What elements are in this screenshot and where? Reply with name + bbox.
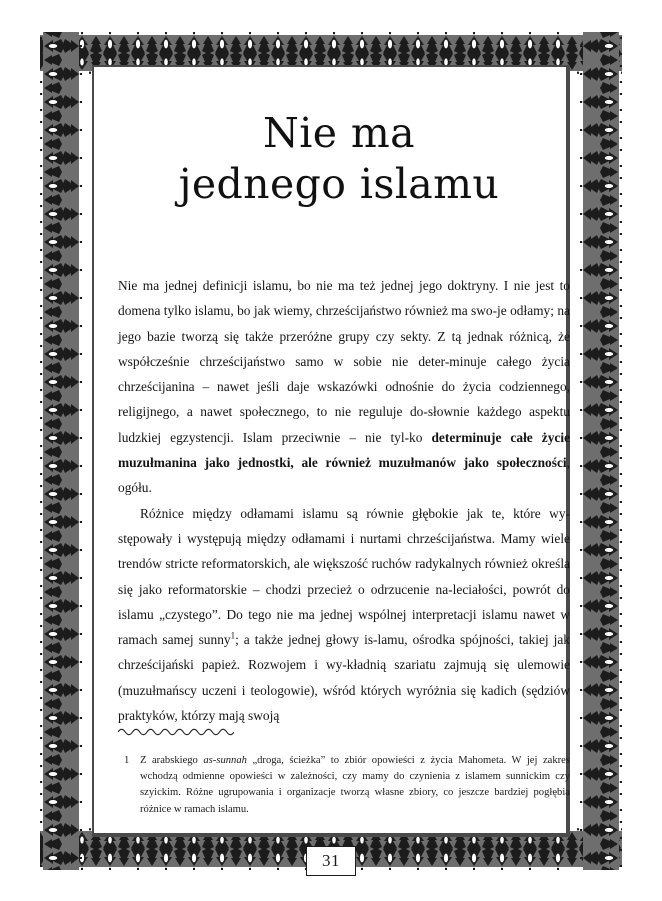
text-run: Z arabskiego (140, 755, 204, 766)
title-line-2: jednego islamu (178, 160, 500, 208)
border-band-right (580, 32, 622, 870)
italic-run: as-sunnah (203, 755, 247, 766)
title-line-1: Nie ma (262, 109, 415, 157)
text-run: , ogółu. (118, 455, 570, 496)
bold-run: determinuje całe życie muzułmanina jako jednostki, ale również muzułmanów jako społeczności (118, 429, 571, 471)
border-band-left (40, 32, 82, 870)
text-run: Nie ma jednej definicji islamu, bo nie ma też jednej jego doktryny. I nie jest to domena tylko islamu, bo jak wiemy, chrześcijaństwo również ma swo-je odłamy; na jego bazie tworzą się także przeróżne grupy czy sekty. Z tą jednak różnicą, że współcześnie chrześcijaństwo samo w sobie nie deter-minuje całego życia chrześcijanina – nawet jeśli daje wskazówki odnośnie do życia codziennego, religijnego, a nawet społecznego, to nie reguluje do-słownie każdego aspektu ludzkiej egzystencji. Islam przeciwnie – nie tyl-ko (118, 278, 570, 445)
footnote-reference: 1 (230, 630, 236, 641)
page-title (118, 108, 570, 209)
page-number: 31 (322, 851, 340, 870)
paragraph-1 (118, 273, 570, 501)
page-content (118, 86, 570, 826)
body-text (118, 273, 570, 728)
text-run: ; a także jednej głowy is-lamu, ośrodka spójności, takiej jak chrześcijański papież. Rozwojem i wy-kładnią szariatu zajmują się ulemowie (muzułmańscy uczeni i teologowie), wśród których wyróżnia się kadich (sędziów praktyków, którzy mają swoją (118, 632, 570, 724)
paragraph-2 (118, 501, 570, 729)
text-run: Różnice między odłamami islamu są równie głębokie jak te, które wy-stępowały i występują między odłamami i nurtami chrześcijaństwa. Mamy wiele trendów stricte reformatorskich, ale większość ruchów radykalnych również określa się jako reformatorskie – chodzi przecież o odrzucenie na-leciałości, powrót do islamu „czystego”. Do tego nie ma jednej wspólnej interpretacji islamu nawet w ramach samej sunny (118, 505, 570, 648)
footnote-marker: 1 (124, 755, 130, 766)
page-number-box (306, 846, 356, 876)
text-run: „droga, ścieżka” to zbiór opowieści z życia Mahometa. W jej zakres wchodzą odmienne opowieści w zależności, czy mamy do czynienia z islamem sunnickim czy szyickim. Różne ugrupowania i organizacje tworzą własne zbiory, co jeszcze bardziej pogłębia różnice w ramach islamu. (140, 755, 571, 815)
